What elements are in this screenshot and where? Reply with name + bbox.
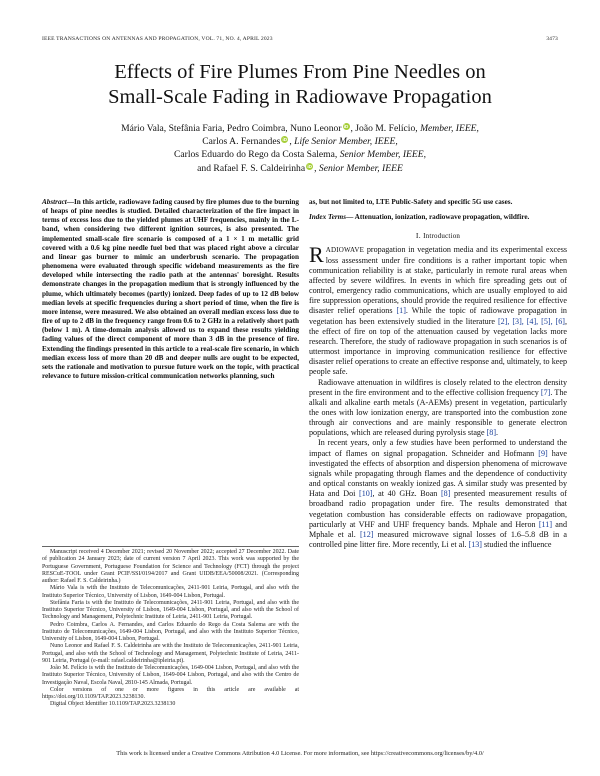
orcid-icon[interactable]: iD bbox=[282, 137, 288, 143]
right-column bbox=[309, 198, 567, 550]
citation-link[interactable]: [8] bbox=[440, 489, 451, 499]
section-heading: I. Introduction bbox=[415, 231, 461, 241]
citation-link[interactable]: [10] bbox=[359, 489, 373, 499]
footnote: Stefânia Faria is with the Instituto de Telecomunicações, 2411-901 Leiria, Portugal, and also with the Instituto Superior Técnico, University of Lisbon, 1649-004 Lisbon, Portugal, and also with the School of Technology and Management, Polytechnic Institute of Leiria, 2411-901 Leiria, Portugal. bbox=[42, 599, 299, 621]
footnote: Digital Object Identifier 10.1109/TAP.2023.3238130 bbox=[50, 701, 176, 708]
citation-link[interactable]: [11] bbox=[538, 519, 553, 529]
author-line-1: Mário Vala, Stefânia Faria, Pedro Coimbra, Nuno Leonor iD , João M. Felício, Member, IEEE, bbox=[121, 123, 479, 134]
citation-link[interactable]: [7] bbox=[540, 387, 551, 397]
footnote-divider bbox=[42, 546, 299, 547]
title-line-2: Small-Scale Fading in Radiowave Propagation bbox=[108, 86, 492, 108]
index-terms bbox=[309, 213, 567, 222]
citation-link[interactable]: [1] bbox=[396, 306, 406, 316]
orcid-icon[interactable]: iD bbox=[343, 124, 349, 129]
footnote: Mário Vala is with the Instituto de Telecomunicações, 2411-901 Leiria, Portugal, and also with the Instituto Superior Técnico, University of Lisbon, 1649-004 Lisbon, Portugal. bbox=[42, 585, 299, 599]
footnote: Manuscript received 4 December 2021; revised 20 November 2022; accepted 27 December 2022. Date of publication 24 January 2023; date of current version 7 April 2023. This work was supported by the Portuguese Government, Portuguese Foundation for Science and Technology (FCT) through the project RESCuE-TOOL under Grant PCIF/SSI/0194/2017 and Grant UIDB/EEA/50008/2021. (Corresponding author: Rafael F. S. Caldeirinha.) bbox=[42, 549, 299, 584]
paragraph: In recent years, only a few studies have been performed to understand the impact of flames on signal propagation. Schneider and Hofmann [9] have investigated the effects of absorption and dispersion phenomena of microwave signals while propagating through flames and the dependence of conductivity and optical constants on weakly ionized gas. A similar study was presented by Hata and Doi [10], at 40 GHz. Boan [8] presented measurement results of broadband radio propagation under fire. The results demonstrated that vegetation combustion has considerable effects on radiowave propagation, particularly at VHF and UHF frequency bands. Mphale and Heron [11] and Mphale et al. [12] measured microwave signal losses of 1.6–5.8 dB in a controlled pine litter fire. More recently, Li et al. [13] studied the influence bbox=[309, 438, 568, 549]
footnote-doi-link[interactable]: Color versions of one or more figures in this article are available at https://doi.org/10.1109/TAP.2023.3238130. bbox=[42, 686, 299, 700]
author-line-3: Carlos Eduardo do Rego da Costa Salema, Senior Member, IEEE, bbox=[173, 149, 427, 161]
journal-name: IEEE TRANSACTIONS ON ANTENNAS AND PROPAGATION, VOL. 71, NO. 4, APRIL 2023 bbox=[42, 36, 273, 42]
abstract bbox=[42, 198, 299, 381]
citation-link[interactable]: [8] bbox=[486, 428, 497, 438]
author-line-4: and Rafael F. S. Caldeirinha iD , Senior Member, IEEE bbox=[197, 162, 403, 174]
citation-link[interactable]: [13] bbox=[468, 540, 482, 549]
author-line-2: Carlos A. Fernandes iD , Life Senior Member, IEEE, bbox=[202, 136, 398, 148]
footnote: Nuno Leonor and Rafael F. S. Caldeirinha are with the Instituto de Telecomunicações, 2411-901 Leiria, Portugal, and also with the School of Technology and Management, Polytechnic Institute of Leiria, 2411-901 Leiria, Portugal (e-mail: rafael.caldeirinha@ipleiria.pt). bbox=[42, 643, 299, 664]
page-number: 3473 bbox=[546, 36, 558, 42]
footnote: Pedro Coimbra, Carlos A. Fernandes, and Carlos Eduardo do Rego da Costa Salema are with the Instituto de Telecomunicações, 1649-004 Lisbon, Portugal, and also with the Instituto Superior Técnico, University of Lisbon, 1649-004 Lisbon, Portugal. bbox=[42, 621, 299, 642]
index-terms-label: Index Terms bbox=[309, 213, 347, 222]
drop-cap: R bbox=[309, 242, 324, 268]
paper-title bbox=[30, 60, 570, 110]
paragraph: RADIOWAVE propagation in vegetation media and its experimental excess loss assessment under fire conditions is a rather important topic when communication reliability is at stake, particularly in remote rural areas when affected by severe wildfires. In events in which fire spreading gets out of control, emergency radio communications, which are usually employed to aid fire suppression operations, should provide the required resilience for effective disaster relief operations [1]. While the topic of radiowave propagation in vegetation has been extensively studied in the literature [2], [3], [4], [5], [6], the effect of fire on top of the attenuation caused by vegetation lacks more research. Therefore, the study of radiowave propagation in such scenarios is of uttermost importance in improving communication resilience for effective disaster relief operations to create an effective response and, ultimately, to keep people safe. bbox=[309, 242, 568, 377]
orcid-icon[interactable]: iD bbox=[307, 163, 312, 169]
introduction-body bbox=[309, 242, 568, 550]
left-column bbox=[42, 198, 299, 381]
citation-link[interactable]: [12] bbox=[359, 529, 374, 539]
running-header bbox=[42, 36, 558, 46]
title-line-1: Effects of Fire Plumes From Pine Needles on bbox=[114, 61, 486, 83]
abstract-text: —In this article, radiowave fading caused by fire plumes due to the burning of heaps of pine needles is studied. Detailed characterization of the fire impact in terms of excess loss due to the yielded plumes at UHF frequencies, mainly in the L-band, when considering two different ignition sources, is also presented. The implemented small-scale fire scenario is composed of a 1 × 1 m metallic grid covered with a 0.6 kg pine needle fuel bed that was placed right above a circular and linear gas burner to mimic an underbrush scenario. The propagation phenomena were evaluated through specific wideband measurements as the fire developed while intersecting the radio path at the antennas' boresight. Results demonstrate changes in the propagation medium that is strongly influenced by the plume, which ultimately becomes (partly) ionized. Deep fades of up to 12 dB below median levels at specific frequencies during a short period of time, when the fire is more intense, were measured. We also obtained an overall median excess loss due to fire of up to 2 dB in the frequency range from 0.6 to 2 GHz in a relatively short path (below 1 m). A time-domain analysis allowed us to expand these results yielding fading values of the direct component of more than 3 dB in the presence of fire. Extending the findings presented in this article to a real-scale fire scenario, in which median excess loss of more than 20 dB and deeper nulls are ought to be expected, sets the rationale and motivation to pursue future work on the topic, with practical relevance to future mission-critical communication networks planning, such bbox=[42, 198, 300, 380]
index-terms-text: — Attenuation, ionization, radiowave propagation, wildfire. bbox=[346, 213, 530, 222]
license-footer: This work is licensed under a Creative Commons Attribution 4.0 License. For more information, see https://creativecommons.org/licenses/by/4.0/ bbox=[116, 750, 484, 757]
author-list bbox=[40, 122, 560, 175]
citation-link[interactable]: [2], [3], [4], [5], [6] bbox=[497, 316, 565, 326]
footnotes bbox=[42, 546, 299, 709]
citation-link[interactable]: [9] bbox=[538, 448, 548, 458]
paragraph: Radiowave attenuation in wildfires is closely related to the electron density present in the fire environment and to the effective collision frequency [7]. The alkali and alkaline earth metals (A-AEMs) present in vegetation, particularly the ones with low ionization energy, are transported into the combustion zone through air convections and are mainly responsible to generate electron populations, which are released during pyrolysis stage [8]. bbox=[309, 377, 567, 438]
footnote: João M. Felício is with the Instituto de Telecomunicações, 1649-004 Lisbon, Portugal, and also with the Instituto Superior Técnico, University of Lisbon, 1649-004 Lisbon, Portugal, and also with the Centro de Investigação Naval, Escola Naval, 2810-145 Almada, Portugal. bbox=[42, 665, 299, 686]
abstract-continued: as, but not limited to, LTE Public-Safety and specific 5G use cases. bbox=[309, 198, 513, 206]
abstract-label: Abstract bbox=[42, 198, 67, 206]
